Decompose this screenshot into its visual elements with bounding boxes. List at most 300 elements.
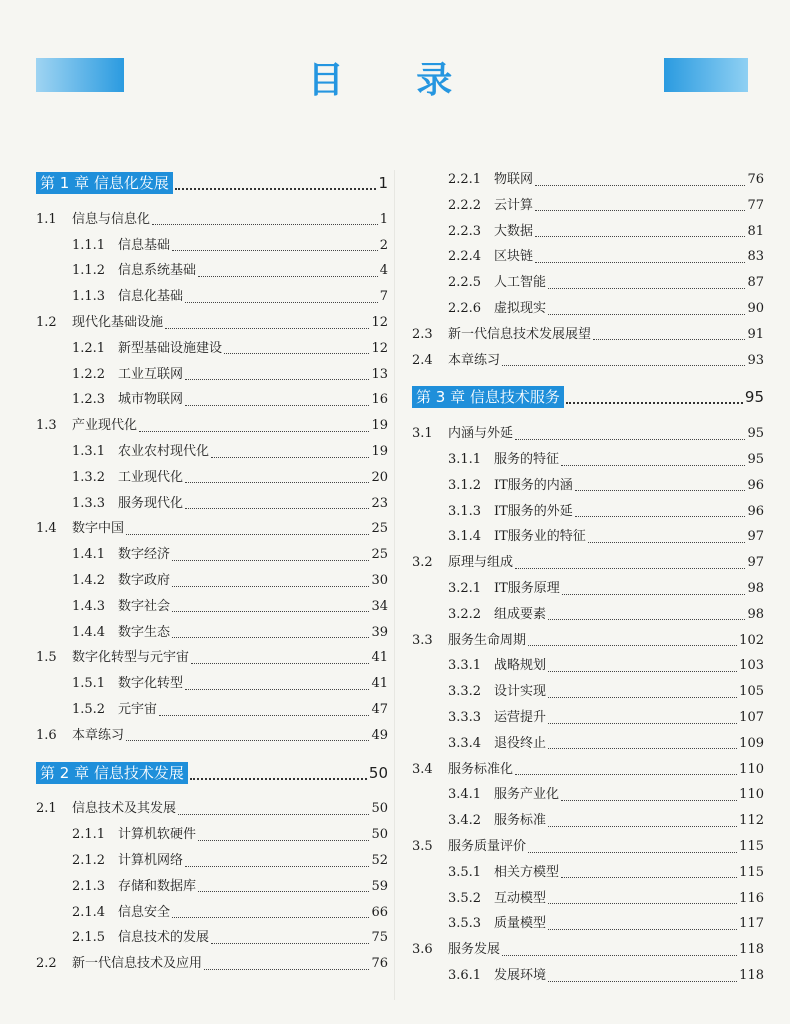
toc-subsection-entry[interactable] (72, 496, 388, 512)
entry-title: 服务的特征 (494, 452, 560, 467)
entry-number: 1.5.1 (72, 676, 106, 692)
page-number: 96 (747, 477, 764, 493)
entry-title: 运营提升 (494, 710, 547, 725)
toc-subsection-entry[interactable] (448, 198, 764, 214)
entry-number: 2.3 (412, 326, 433, 342)
leader-dots (211, 933, 369, 944)
entry-title: 服务标准化 (448, 761, 514, 777)
page-number: 39 (371, 624, 388, 640)
entry-title: 数字政府 (118, 573, 171, 588)
toc-section-entry[interactable] (412, 942, 764, 958)
leader-dots (185, 472, 369, 483)
title-decoration-left (36, 58, 124, 92)
page-number: 1 (378, 174, 388, 192)
leader-dots (562, 584, 746, 595)
leader-dots (172, 576, 369, 587)
entry-number: 3.4.1 (448, 787, 482, 803)
entry-number: 1.2.1 (72, 340, 106, 356)
entry-number: 2.1.4 (72, 904, 106, 920)
toc-subsection-entry[interactable] (448, 607, 764, 623)
leader-dots (515, 429, 745, 440)
entry-title: 组成要素 (494, 606, 547, 622)
toc-subsection-entry[interactable] (448, 684, 764, 700)
entry-title: 信息与信息化 (72, 211, 151, 227)
entry-number: 3.1.4 (448, 529, 482, 545)
entry-title: 新型基础设施建设 (118, 340, 223, 356)
leader-dots (515, 558, 745, 569)
toc-section-entry[interactable] (412, 327, 764, 343)
leader-dots (548, 738, 737, 749)
page-number: 41 (371, 650, 388, 666)
toc-subsection-entry[interactable] (72, 879, 388, 895)
toc-subsection-entry[interactable] (448, 504, 764, 520)
page-number: 91 (747, 326, 764, 342)
entry-title: 区块链 (494, 249, 534, 265)
entry-title: 人工智能 (494, 275, 547, 291)
page-number: 105 (739, 684, 764, 700)
entry-title: 数字化转型与元宇宙 (72, 650, 190, 666)
page-number: 16 (371, 392, 388, 408)
leader-dots (172, 240, 378, 251)
entry-title: 数字生态 (118, 624, 171, 640)
entry-number: 1.3.3 (72, 495, 106, 511)
entry-title: 新一代信息技术及应用 (72, 956, 203, 972)
toc-section-entry[interactable] (412, 353, 764, 369)
leader-dots (211, 447, 369, 458)
entry-number: 3.3.2 (448, 684, 482, 700)
toc-subsection-entry[interactable] (72, 827, 388, 843)
entry-number: 3.4 (412, 761, 433, 777)
page-number: 25 (371, 521, 388, 537)
leader-dots (528, 635, 737, 646)
entry-title: 信息安全 (118, 904, 171, 920)
page-number: 115 (739, 864, 764, 880)
entry-title: 本章练习 (72, 727, 125, 743)
toc-subsection-entry[interactable] (448, 865, 764, 881)
entry-number: 3.5.3 (448, 916, 482, 932)
entry-title: 物联网 (494, 172, 534, 187)
toc-section-entry[interactable] (36, 418, 388, 434)
toc-subsection-entry[interactable] (448, 275, 764, 291)
entry-title: 发展环境 (494, 968, 547, 983)
toc-subsection-entry[interactable] (72, 238, 388, 254)
entry-number: 2.2.2 (448, 197, 482, 213)
leader-dots (548, 971, 737, 982)
page-number: 81 (747, 223, 764, 239)
leader-dots (548, 661, 737, 672)
page-number: 110 (739, 761, 764, 777)
page-number: 109 (739, 735, 764, 751)
leader-dots (185, 679, 369, 690)
page-number: 95 (747, 452, 764, 467)
entry-number: 1.2 (36, 315, 57, 330)
entry-number: 1.3.2 (72, 469, 106, 485)
page-number: 83 (747, 249, 764, 265)
leader-dots (185, 498, 369, 509)
entry-number: 1.3.1 (72, 444, 106, 459)
leader-dots (535, 252, 745, 263)
page-number: 50 (371, 801, 388, 817)
page-number: 1 (379, 211, 388, 227)
entry-title: IT服务的内涵 (494, 477, 573, 493)
entry-number: 1.1 (36, 211, 57, 227)
leader-dots (528, 842, 737, 853)
page-number: 110 (739, 787, 764, 803)
leader-dots (502, 945, 737, 956)
toc-section-entry[interactable] (412, 762, 764, 778)
leader-dots (561, 455, 745, 466)
entry-title: 城市物联网 (118, 392, 184, 408)
leader-dots (172, 601, 369, 612)
toc-section-entry[interactable] (36, 956, 388, 972)
page-number: 107 (739, 710, 764, 725)
entry-number: 2.2.1 (448, 172, 482, 187)
toc-subsection-entry[interactable] (72, 367, 388, 383)
toc-subsection-entry[interactable] (72, 702, 388, 718)
entry-title: 数字经济 (118, 547, 171, 563)
page-number: 93 (747, 352, 764, 368)
leader-dots (152, 214, 378, 225)
entry-number: 3.3.1 (448, 658, 482, 674)
toc-subsection-entry[interactable] (448, 249, 764, 265)
leader-dots (593, 329, 745, 340)
leader-dots (575, 480, 746, 491)
entry-number: 1.2.2 (72, 366, 106, 382)
page-number: 12 (371, 315, 388, 330)
toc-subsection-entry[interactable] (448, 581, 764, 597)
toc-subsection-entry[interactable] (72, 930, 388, 946)
page-number: 97 (747, 555, 764, 571)
leader-dots (172, 550, 369, 561)
page-number: 13 (371, 366, 388, 382)
leader-dots (185, 292, 378, 303)
toc-subsection-entry[interactable] (72, 853, 388, 869)
page-number: 102 (739, 632, 764, 648)
page-number: 98 (747, 581, 764, 596)
page-number: 66 (371, 904, 388, 920)
toc-subsection-entry[interactable] (448, 813, 764, 829)
toc-section-entry[interactable] (36, 315, 388, 331)
entry-number: 2.1 (36, 801, 57, 817)
entry-title: 设计实现 (494, 684, 547, 700)
page-number: 12 (371, 340, 388, 356)
toc-subsection-entry[interactable] (448, 172, 764, 188)
toc-chapter-entry[interactable] (36, 762, 388, 784)
entry-title: 农业农村现代化 (118, 444, 210, 459)
entry-number: 3.2 (412, 555, 433, 571)
toc-subsection-entry[interactable] (448, 710, 764, 726)
leader-dots (588, 532, 746, 543)
toc-subsection-entry[interactable] (72, 392, 388, 408)
toc-subsection-entry[interactable] (448, 891, 764, 907)
page-number: 97 (747, 529, 764, 545)
toc-subsection-entry[interactable] (72, 905, 388, 921)
page-number: 49 (371, 727, 388, 743)
page-number: 95 (744, 388, 764, 407)
leader-dots (165, 318, 369, 329)
leader-dots (190, 766, 367, 780)
entry-title: 服务质量评价 (448, 839, 527, 854)
chapter-label: 第 3 章 信息技术服务 (412, 386, 564, 408)
toc-section-entry[interactable] (36, 650, 388, 666)
toc-section-entry[interactable] (412, 633, 764, 649)
entry-number: 2.2.6 (448, 301, 482, 316)
toc-section-entry[interactable] (412, 555, 764, 571)
leader-dots (204, 959, 369, 970)
leader-dots (535, 175, 745, 186)
page-number: 25 (371, 547, 388, 563)
toc-subsection-entry[interactable] (72, 573, 388, 589)
page-number: 2 (379, 237, 388, 253)
entry-number: 1.1.2 (72, 263, 106, 279)
toc-subsection-entry[interactable] (448, 301, 764, 317)
toc-subsection-entry[interactable] (448, 787, 764, 803)
entry-title: 数字化转型 (118, 676, 184, 692)
entry-title: 退役终止 (494, 735, 547, 751)
entry-number: 3.1.3 (448, 503, 482, 519)
page-number: 19 (371, 418, 388, 434)
page-number: 77 (747, 197, 764, 213)
leader-dots (198, 830, 369, 841)
leader-dots (185, 856, 369, 867)
toc-subsection-entry[interactable] (72, 263, 388, 279)
entry-number: 3.1.2 (448, 477, 482, 493)
page-number: 52 (371, 853, 388, 868)
toc-subsection-entry[interactable] (448, 968, 764, 984)
leader-dots (126, 524, 369, 535)
entry-title: 计算机网络 (118, 853, 184, 868)
leader-dots (191, 653, 369, 664)
leader-dots (198, 266, 378, 277)
leader-dots (548, 816, 737, 827)
page-number: 116 (739, 890, 764, 906)
entry-title: 信息化基础 (118, 289, 184, 305)
leader-dots (548, 304, 745, 315)
page-number: 95 (747, 426, 764, 442)
leader-dots (198, 881, 369, 892)
entry-title: 信息系统基础 (118, 263, 197, 279)
entry-number: 3.5.1 (448, 864, 482, 880)
page-number: 50 (371, 827, 388, 843)
entry-number: 1.1.1 (72, 237, 106, 253)
entry-title: 工业互联网 (118, 366, 184, 382)
entry-number: 1.4.3 (72, 598, 106, 614)
page-number: 98 (747, 606, 764, 622)
entry-title: 虚拟现实 (494, 301, 547, 316)
leader-dots (178, 804, 369, 815)
entry-number: 1.4.2 (72, 573, 106, 588)
toc-section-entry[interactable] (412, 426, 764, 442)
leader-dots (172, 627, 369, 638)
toc-subsection-entry[interactable] (72, 470, 388, 486)
entry-number: 1.2.3 (72, 392, 106, 408)
leader-dots (575, 506, 746, 517)
toc-subsection-entry[interactable] (448, 224, 764, 240)
leader-dots (535, 226, 745, 237)
page-number: 118 (739, 968, 764, 983)
chapter-label: 第 1 章 信息化发展 (36, 172, 173, 194)
leader-dots (159, 705, 369, 716)
page-number: 96 (747, 503, 764, 519)
entry-number: 1.4.4 (72, 624, 106, 640)
page-number: 112 (739, 813, 764, 829)
entry-title: 互动模型 (494, 890, 547, 906)
toc-subsection-entry[interactable] (448, 478, 764, 494)
page-number: 75 (371, 930, 388, 946)
entry-title: 大数据 (494, 223, 534, 239)
entry-title: 存储和数据库 (118, 878, 197, 894)
page-number: 118 (739, 942, 764, 958)
entry-number: 2.1.3 (72, 878, 106, 894)
page-number: 34 (371, 598, 388, 614)
page-number: 19 (371, 444, 388, 459)
entry-number: 1.4 (36, 521, 57, 537)
page-number: 87 (747, 275, 764, 291)
entry-number: 1.5.2 (72, 702, 106, 717)
entry-number: 3.5.2 (448, 890, 482, 906)
entry-number: 2.2.4 (448, 249, 482, 265)
toc-subsection-entry[interactable] (72, 289, 388, 305)
entry-number: 3.3 (412, 632, 433, 648)
toc-section-entry[interactable] (36, 728, 388, 744)
page-number: 115 (739, 839, 764, 854)
entry-number: 2.1.1 (72, 827, 106, 843)
toc-section-entry[interactable] (412, 839, 764, 855)
leader-dots (548, 919, 737, 930)
entry-number: 3.2.1 (448, 581, 482, 596)
page-number: 76 (371, 956, 388, 972)
leader-dots (175, 176, 377, 190)
entry-title: IT服务业的特征 (494, 529, 586, 545)
entry-title: 新一代信息技术发展展望 (448, 326, 592, 342)
entry-number: 3.3.3 (448, 710, 482, 725)
entry-title: 服务生命周期 (448, 632, 527, 648)
entry-title: 数字社会 (118, 598, 171, 614)
entry-title: 信息技术及其发展 (72, 801, 177, 817)
entry-title: 服务现代化 (118, 495, 184, 511)
chapter-label: 第 2 章 信息技术发展 (36, 762, 188, 784)
entry-number: 3.6 (412, 942, 433, 958)
entry-number: 3.6.1 (448, 968, 482, 983)
toc-subsection-entry[interactable] (448, 916, 764, 932)
toc-subsection-entry[interactable] (72, 676, 388, 692)
toc-subsection-entry[interactable] (72, 444, 388, 460)
entry-title: 信息基础 (118, 237, 171, 253)
page-number: 23 (371, 495, 388, 511)
leader-dots (185, 369, 369, 380)
entry-number: 3.3.4 (448, 735, 482, 751)
page-number: 41 (371, 676, 388, 692)
page-number: 90 (747, 301, 764, 316)
toc-subsection-entry[interactable] (72, 599, 388, 615)
page-number: 7 (379, 289, 388, 305)
leader-dots (561, 790, 737, 801)
leader-dots (561, 867, 737, 878)
entry-number: 1.1.3 (72, 289, 106, 305)
entry-number: 2.2.5 (448, 275, 482, 291)
entry-number: 3.1.1 (448, 452, 482, 467)
toc-subsection-entry[interactable] (72, 341, 388, 357)
toc-subsection-entry[interactable] (448, 529, 764, 545)
entry-number: 3.4.2 (448, 813, 482, 829)
toc-subsection-entry[interactable] (448, 452, 764, 468)
entry-title: 战略规划 (494, 658, 547, 674)
entry-number: 2.1.2 (72, 853, 106, 868)
entry-title: 信息技术的发展 (118, 930, 210, 946)
entry-number: 1.5 (36, 650, 57, 666)
entry-title: 云计算 (494, 197, 534, 213)
entry-title: 原理与组成 (448, 555, 514, 571)
toc-chapter-entry[interactable] (36, 172, 388, 194)
page-number: 76 (747, 172, 764, 187)
entry-title: 内涵与外延 (448, 426, 514, 442)
entry-title: 产业现代化 (72, 418, 138, 434)
entry-title: 本章练习 (448, 352, 501, 368)
leader-dots (548, 713, 737, 724)
page-number: 47 (371, 702, 388, 717)
column-divider (394, 170, 395, 1000)
page-number: 20 (371, 469, 388, 485)
entry-number: 1.3 (36, 418, 57, 434)
entry-title: 服务标准 (494, 813, 547, 829)
page-number: 59 (371, 878, 388, 894)
toc-subsection-entry[interactable] (72, 547, 388, 563)
leader-dots (548, 687, 737, 698)
toc-section-entry[interactable] (36, 212, 388, 228)
leader-dots (535, 200, 745, 211)
entry-number: 2.1.5 (72, 930, 106, 946)
page-number: 117 (739, 916, 764, 932)
toc-section-entry[interactable] (36, 521, 388, 537)
entry-title: IT服务原理 (494, 581, 560, 596)
leader-dots (224, 343, 369, 354)
leader-dots (126, 730, 369, 741)
entry-title: IT服务的外延 (494, 503, 573, 519)
leader-dots (515, 764, 737, 775)
entry-title: 服务产业化 (494, 787, 560, 803)
page-title: 目 录 (307, 60, 483, 101)
entry-title: 质量模型 (494, 916, 547, 932)
entry-title: 相关方模型 (494, 864, 560, 880)
page-number: 103 (739, 658, 764, 674)
leader-dots (566, 390, 743, 404)
entry-number: 2.2 (36, 956, 57, 972)
entry-title: 数字中国 (72, 521, 125, 537)
toc-subsection-entry[interactable] (448, 736, 764, 752)
entry-title: 工业现代化 (118, 469, 184, 485)
toc-chapter-entry[interactable] (412, 386, 764, 408)
leader-dots (139, 421, 369, 432)
toc-section-entry[interactable] (36, 801, 388, 817)
entry-title: 计算机软硬件 (118, 827, 197, 843)
toc-subsection-entry[interactable] (448, 658, 764, 674)
entry-number: 3.2.2 (448, 606, 482, 622)
entry-number: 3.5 (412, 839, 433, 854)
toc-subsection-entry[interactable] (72, 625, 388, 641)
entry-title: 元宇宙 (118, 702, 158, 717)
entry-title: 现代化基础设施 (72, 315, 164, 330)
leader-dots (548, 278, 745, 289)
leader-dots (502, 355, 745, 366)
entry-number: 1.4.1 (72, 547, 106, 563)
entry-number: 2.2.3 (448, 223, 482, 239)
title-decoration-right (664, 58, 748, 92)
leader-dots (172, 907, 369, 918)
leader-dots (548, 893, 737, 904)
page-number: 30 (371, 573, 388, 588)
leader-dots (185, 395, 369, 406)
page-number: 50 (368, 763, 388, 782)
